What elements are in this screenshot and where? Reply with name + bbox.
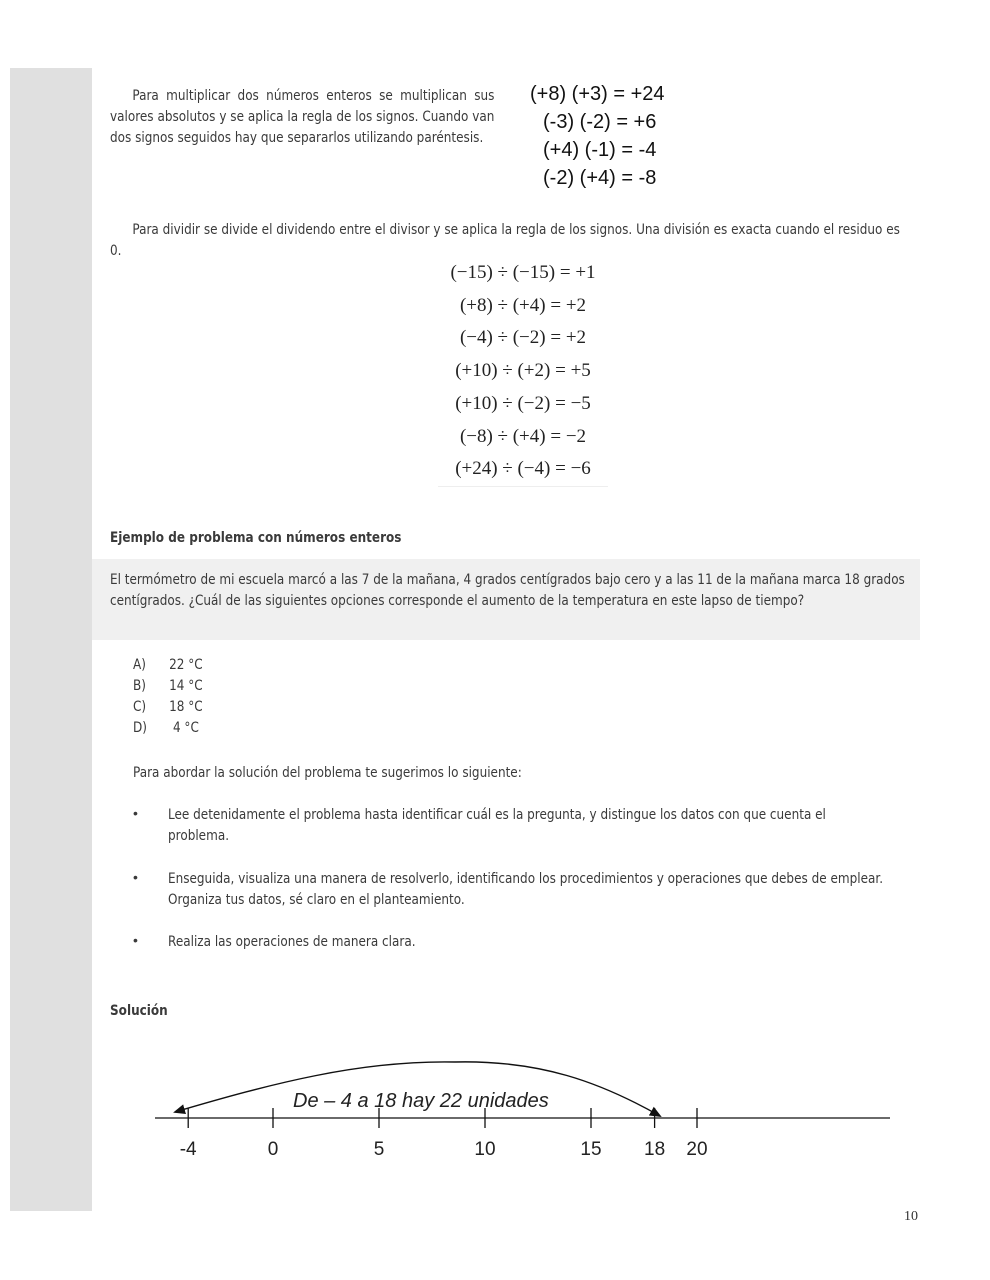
tick-label: 0 (267, 1139, 279, 1160)
example-heading: Ejemplo de problema con números enteros (110, 530, 402, 546)
bullet-item: Enseguida, visualiza una manera de resolverlo, identificando los procedimientos y operaciones que debes de emplear. Organiza tus datos, sé claro en el planteamiento. (168, 871, 884, 908)
tick-label: 20 (686, 1139, 708, 1160)
tick-label: 10 (474, 1139, 496, 1160)
number-line-ticks (180, 1108, 708, 1160)
tick-label: 5 (373, 1139, 385, 1160)
tick-label: 18 (644, 1139, 666, 1160)
option-a: A) 22 °C (133, 657, 203, 673)
division-example: (+8) ÷ (+4) = +2 (459, 294, 587, 316)
division-example: (+24) ÷ (−4) = −6 (455, 458, 591, 480)
arc-label: De – 4 a 18 hay 22 unidades (293, 1090, 549, 1112)
multiplication-example: (+8) (+3) = +24 (530, 83, 665, 105)
bullet-icon: • (133, 805, 138, 821)
option-c: C) 18 °C (133, 699, 203, 715)
division-paragraph: Para dividir se divide el dividendo entre el divisor y se aplica la regla de los signos. Una división es exacta cuando el residuo es 0. (110, 222, 900, 259)
division-example: (−15) ÷ (−15) = +1 (450, 262, 596, 283)
multiplication-example: (+4) (-1) = -4 (543, 139, 657, 161)
multiplication-paragraph: Para multiplicar dos números enteros se multiplican sus valores absolutos y se aplica la regla de los signos. Cuando van dos signos seguidos hay que separarlos utilizando paréntesis. (110, 88, 495, 146)
multiplication-example: (-2) (+4) = -8 (543, 167, 657, 189)
tick-label: -4 (179, 1139, 197, 1160)
bullet-item: Lee detenidamente el problema hasta identificar cuál es la pregunta, y distingue los datos con que cuenta el problema. (168, 807, 826, 844)
option-d: D) 4 °C (133, 720, 199, 736)
division-example: (+10) ÷ (−2) = −5 (455, 392, 591, 414)
multiplication-example: (-3) (-2) = +6 (543, 111, 657, 133)
tick-label: 15 (580, 1139, 602, 1160)
page-number: 10 (904, 1209, 918, 1224)
problem-text: El termómetro de mi escuela marcó a las 7 de la mañana, 4 grados centígrados bajo cero y a las 11 de la mañana marca 18 grados centígrados. ¿Cuál de las siguientes opciones corresponde el aumento de la temperatura en este lapso de tiempo? (110, 572, 905, 609)
solution-heading: Solución (110, 1003, 168, 1019)
division-example: (−8) ÷ (+4) = −2 (459, 425, 587, 447)
option-b: B) 14 °C (133, 678, 203, 694)
bullet-icon: • (133, 869, 138, 885)
division-example: (+10) ÷ (+2) = +5 (455, 360, 591, 382)
bullet-icon: • (133, 932, 138, 948)
bullet-item: Realiza las operaciones de manera clara. (168, 934, 416, 950)
suggestion-intro: Para abordar la solución del problema te sugerimos lo siguiente: (133, 765, 522, 781)
division-example: (−4) ÷ (−2) = +2 (459, 327, 587, 349)
